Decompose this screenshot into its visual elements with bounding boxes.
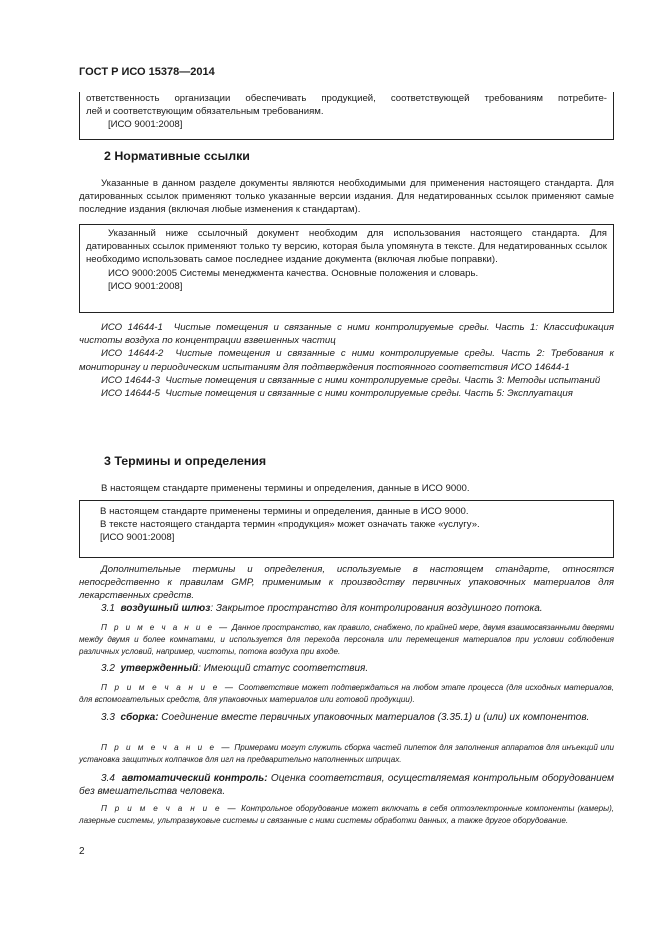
box-source: [ИСО 9001:2008] [108, 119, 183, 131]
term-3-2-note [79, 682, 614, 706]
term-name: автоматический контроль: [121, 773, 268, 784]
term-number: 3.2 [101, 663, 115, 674]
term-3-3-note [79, 742, 614, 766]
section-2-intro: Указанные в данном разделе документы являются необходимыми для применения настоящего стандарта. Для датированных ссылок применяют только указанные версии издания. Для недатированных ссылок применяют самые последние издания (включая любые изменения к стандартам). [79, 178, 614, 216]
term-3-1-note [79, 622, 614, 658]
section-3-quote-box [79, 500, 614, 558]
reference-item [79, 347, 614, 373]
term-3-1 [79, 602, 614, 615]
note-label: П р и м е ч а н и е — [101, 623, 230, 632]
additional-terms-note: Дополнительные термины и определения, используемые в настоящем стандарте, относятся непосредственно к правилам GMP, применимым к производству первичных упаковочных материалов для лекарственных средств. [79, 564, 614, 602]
term-separator: : [210, 603, 214, 614]
reference-title: Чистые помещения и связанные с ними контролируемые среды. Часть 3: Методы испытаний [165, 374, 601, 386]
term-separator: : [198, 663, 201, 674]
reference-list [79, 321, 614, 400]
reference-title: Чистые помещения и связанные с ними контролируемые среды. Часть 1: Классификация чистоты воздуха по концентрации взвешенных частиц [79, 322, 614, 347]
box-line: В настоящем стандарте применены термины и определения, данные в ИСО 9000. [100, 506, 469, 517]
note-text: Соответствие может подтверждаться на любом этапе процесса (для исходных материалов, для вспомогательных средств, для упаковочных материалов или готовой продукции). [79, 683, 614, 704]
box-line: лей и соответствующим обязательным требованиям. [86, 106, 324, 118]
term-number: 3.4 [101, 773, 115, 784]
term-name: воздушный шлюз [120, 603, 211, 614]
box-source: [ИСО 9001:2008] [108, 280, 183, 292]
note-text: Контрольное оборудование может включать в себя оптоэлектронные компоненты (камеры), лазерные системы, ультразвуковые системы и связанные с ними системы обработки данных, а также другое оборудование. [79, 804, 615, 825]
term-3-4-note [79, 803, 614, 827]
section-3-intro: В настоящем стандарте применены термины и определения, данные в ИСО 9000. [101, 483, 470, 494]
reference-item [79, 321, 614, 347]
page-number: 2 [79, 846, 85, 857]
term-3-2 [79, 662, 614, 675]
reference-item [79, 374, 614, 387]
quote-box-continuation [79, 92, 614, 140]
term-3-4 [79, 772, 614, 798]
note-label: П р и м е ч а н и е — [101, 743, 232, 752]
box-paragraph: Указанный ниже ссылочный документ необходим для использования настоящего стандарта. Для датированных ссылок применяют только ту версию, которая была упомянута в тексте. Для недатированных ссылок необходимо использовать самое последнее издание документа (включая любые поправки). [86, 228, 607, 266]
term-definition: Соединение вместе первичных упаковочных материалов (3.35.1) и (или) их компонентов. [158, 712, 590, 723]
note-text: Данное пространство, как правило, снабжено, по крайней мере, двумя взаимосвязанными дверями между двумя и более комнатами, и используется для перехода персонала или перемещения материалов при условии соблюдения различных условий, например, чистоты, потока воздуха при входе. [79, 623, 614, 656]
section-2-heading: 2 Нормативные ссылки [104, 149, 250, 163]
note-text: Примерами могут служить сборка частей пипеток для заполнения аппаратов для инъекций или установка защитных колпачков для игл на предварительно наполненных шприцах. [79, 743, 614, 764]
section-3-heading: 3 Термины и определения [104, 454, 267, 468]
reference-title: Чистые помещения и связанные с ними контролируемые среды. Часть 2: Требования к мониторингу и периодическим испытаниям для подтверждения постоянного соответствия ИСО 14644-1 [79, 348, 614, 373]
term-definition: Имеющий статус соответствия. [200, 663, 369, 674]
note-label: П р и м е ч а н и е — [101, 804, 239, 813]
reference-item [79, 387, 614, 400]
term-3-3 [79, 711, 614, 724]
term-number: 3.3 [101, 712, 115, 723]
term-definition: Оценка соответствия, осуществляемая контрольным оборудованием без вмешательства человека. [79, 773, 614, 798]
term-definition: Закрытое пространство для контролирования воздушного потока. [213, 603, 543, 614]
reference-code: ИСО 14644-2 [101, 348, 164, 360]
box-reference: ИСО 9000:2005 Системы менеджмента качества. Основные положения и словарь. [108, 267, 479, 279]
document-header: ГОСТ Р ИСО 15378—2014 [79, 66, 215, 78]
term-name: утвержденный [120, 663, 199, 674]
reference-code: ИСО 14644-5 [101, 388, 161, 400]
box-line: В тексте настоящего стандарта термин «продукция» может означать также «услугу». [100, 519, 480, 531]
box-source: [ИСО 9001:2008] [100, 532, 175, 544]
reference-code: ИСО 14644-3 [101, 374, 161, 386]
term-number: 3.1 [101, 603, 115, 614]
reference-title: Чистые помещения и связанные с ними контролируемые среды. Часть 5: Эксплуатация [165, 388, 573, 400]
reference-code: ИСО 14644-1 [101, 322, 163, 333]
box-line: ответственность организации обеспечивать продукцией, соответствующей требованиям потребите- [86, 93, 607, 104]
note-label: П р и м е ч а н и е — [101, 683, 236, 692]
section-2-quote-box [79, 224, 614, 313]
term-name: сборка: [120, 712, 159, 723]
